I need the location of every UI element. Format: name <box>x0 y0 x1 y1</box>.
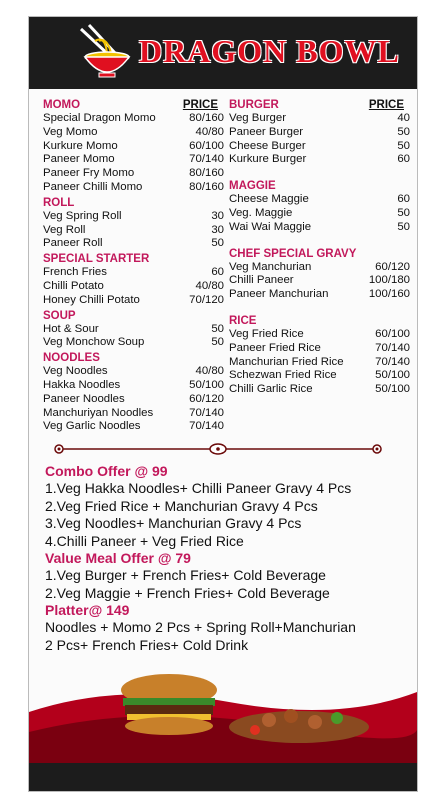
menu-item-price: 50 <box>397 125 410 138</box>
menu-item <box>43 126 228 140</box>
menu-item <box>229 356 414 370</box>
menu-item-price: 60 <box>397 153 410 166</box>
menu-item-name: Chilli Paneer <box>229 274 294 287</box>
menu-item-price: 50 <box>397 220 410 233</box>
menu-item <box>43 379 228 393</box>
menu-item <box>43 112 228 126</box>
menu-item-name: Manchurian Fried Rice <box>229 355 344 368</box>
menu-item-name: French Fries <box>43 266 107 279</box>
menu-item <box>43 167 228 181</box>
food-image <box>29 672 417 764</box>
menu-item-price: 70/120 <box>189 293 224 306</box>
menu-item <box>229 369 414 383</box>
menu-item <box>43 237 228 251</box>
menu-item <box>43 266 228 280</box>
menu-item-price: 60/120 <box>189 392 224 405</box>
section-title: CHEF SPECIAL GRAVY <box>229 247 357 260</box>
section-title: RICE <box>229 314 257 327</box>
offer-line: 4.Chilli Paneer + Veg Fried Rice <box>45 532 244 549</box>
menu-item-name: Veg Noodles <box>43 365 108 378</box>
menu-item <box>229 193 414 207</box>
menu-item <box>43 420 228 434</box>
section-header <box>229 314 414 328</box>
menu-item <box>229 207 414 221</box>
menu-item <box>43 407 228 421</box>
menu-item-name: Paneer Manchurian <box>229 288 329 301</box>
offer-title: Value Meal Offer @ 79 <box>45 550 191 566</box>
offer-line: 2.Veg Fried Rice + Manchurian Gravy 4 Pcs <box>45 497 318 514</box>
menu-item <box>229 261 414 275</box>
menu-item-name: Chilli Potato <box>43 279 104 292</box>
menu-item-name: Veg Garlic Noodles <box>43 420 141 433</box>
section-header <box>229 247 414 261</box>
menu-item-name: Veg Fried Rice <box>229 327 304 340</box>
menu-item-price: 70/140 <box>189 406 224 419</box>
menu-item-name: Hot & Sour <box>43 322 99 335</box>
menu-item-name: Honey Chilli Potato <box>43 293 140 306</box>
menu-item-price: 50 <box>211 336 224 349</box>
menu-item-name: Veg. Maggie <box>229 206 293 219</box>
menu-item-name: Paneer Noodles <box>43 392 125 405</box>
menu-item <box>43 153 228 167</box>
menu-item-price: 40/80 <box>195 125 224 138</box>
menu-item-name: Veg Burger <box>229 112 286 124</box>
section-header <box>229 179 414 193</box>
menu-item-name: Cheese Maggie <box>229 193 309 206</box>
menu-item-name: Paneer Burger <box>229 125 304 138</box>
menu-item-price: 30 <box>211 209 224 222</box>
offer-line: 1.Veg Hakka Noodles+ Chilli Paneer Gravy 4 Pcs <box>45 480 352 496</box>
offer-line: 2 Pcs+ French Fries+ Cold Drink <box>45 636 249 653</box>
menu-item-price: 70/140 <box>375 355 410 368</box>
menu-item-name: Paneer Chilli Momo <box>43 180 143 193</box>
section-divider <box>53 443 383 455</box>
noodle-bowl-logo-icon <box>77 23 137 83</box>
offer-line: Noodles + Momo 2 Pcs + Spring Roll+Manchurian <box>45 619 356 635</box>
menu-item-price: 80/160 <box>189 180 224 193</box>
section-title: SOUP <box>43 309 76 322</box>
menu-item <box>229 274 414 288</box>
menu-item-price: 60/100 <box>375 327 410 340</box>
menu-item <box>229 383 414 397</box>
menu-item-name: Special Dragon Momo <box>43 112 156 124</box>
menu-item <box>43 280 228 294</box>
menu-item-name: Veg Roll <box>43 223 86 236</box>
offer-line: 1.Veg Burger + French Fries+ Cold Beverage <box>45 567 326 583</box>
menu-item-price: 50 <box>211 322 224 335</box>
section-header <box>43 351 228 365</box>
menu-item-price: 50 <box>397 139 410 152</box>
section-title: SPECIAL STARTER <box>43 253 150 266</box>
menu-item-price: 100/160 <box>368 288 410 301</box>
menu-item <box>229 126 414 140</box>
menu-item <box>43 336 228 350</box>
menu-item <box>43 393 228 407</box>
menu-item-name: Veg Momo <box>43 125 98 138</box>
menu-item-name: Kurkure Burger <box>229 153 307 166</box>
menu-item-price: 60/100 <box>189 139 224 152</box>
menu-item <box>43 140 228 154</box>
menu-item-price: 40/80 <box>195 279 224 292</box>
menu-item <box>43 210 228 224</box>
footer-band <box>29 763 417 791</box>
menu-item-price: 50/100 <box>189 378 224 391</box>
menu-item-price: 100/180 <box>368 274 410 287</box>
offer-title: Platter@ 149 <box>45 602 130 618</box>
section-title: NOODLES <box>43 352 100 365</box>
menu-item <box>229 112 414 126</box>
menu-item-price: 50 <box>397 206 410 219</box>
section-title: BURGER <box>229 99 279 111</box>
menu-item <box>229 140 414 154</box>
section-header <box>43 98 228 112</box>
menu-item <box>229 221 414 235</box>
menu-item-name: Veg Manchurian <box>229 260 312 273</box>
menu-item-name: Paneer Roll <box>43 237 103 250</box>
section-header <box>43 252 228 266</box>
menu-item <box>229 328 414 342</box>
menu-right-column <box>229 97 414 408</box>
offer-title: Combo Offer @ 99 <box>45 463 168 479</box>
menu-item-price: 50 <box>211 237 224 250</box>
section-title: MOMO <box>43 99 81 111</box>
menu-item-price: 50/100 <box>375 369 410 382</box>
menu-item <box>43 224 228 238</box>
menu-card <box>28 16 418 792</box>
menu-item <box>43 323 228 337</box>
offer-line: 3.Veg Noodles+ Manchurian Gravy 4 Pcs <box>45 515 302 531</box>
section-header <box>43 309 228 323</box>
menu-item-name: Wai Wai Maggie <box>229 220 312 233</box>
menu-left-column <box>43 97 228 434</box>
menu-item-name: Chilli Garlic Rice <box>229 383 313 396</box>
menu-item <box>229 288 414 302</box>
section-title: ROLL <box>43 196 75 209</box>
menu-item-price: 80/160 <box>189 112 224 124</box>
menu-item-price: 60/120 <box>375 260 410 273</box>
menu-item-name: Veg Monchow Soup <box>43 336 145 349</box>
menu-item-price: 70/140 <box>375 341 410 354</box>
section-title: MAGGIE <box>229 180 276 193</box>
menu-item-name: Paneer Momo <box>43 153 115 166</box>
menu-item <box>43 181 228 195</box>
header-band <box>29 17 417 89</box>
menu-item-price: 60 <box>211 266 224 279</box>
menu-item-name: Schezwan Fried Rice <box>229 369 337 382</box>
menu-item-name: Kurkure Momo <box>43 139 118 152</box>
price-column-header: PRICE <box>182 99 218 111</box>
menu-item <box>43 294 228 308</box>
menu-item <box>229 153 414 167</box>
menu-item-price: 80/160 <box>189 167 224 180</box>
menu-item-name: Veg Spring Roll <box>43 209 122 222</box>
menu-item-name: Manchuriyan Noodles <box>43 406 154 419</box>
menu-item-name: Cheese Burger <box>229 139 306 152</box>
offer-line: 2.Veg Maggie + French Fries+ Cold Beverage <box>45 584 330 601</box>
menu-item <box>43 365 228 379</box>
menu-item-price: 60 <box>397 193 410 206</box>
menu-item-price: 70/140 <box>189 153 224 166</box>
menu-item-price: 30 <box>211 223 224 236</box>
menu-item-price: 70/140 <box>189 420 224 433</box>
offers-section <box>45 463 415 654</box>
menu-item-price: 40/80 <box>195 365 224 378</box>
menu-item <box>229 342 414 356</box>
menu-item-name: Hakka Noodles <box>43 378 121 391</box>
menu-item-name: Paneer Fried Rice <box>229 341 321 354</box>
section-header <box>43 196 228 210</box>
brand-title: DRAGON BOWL <box>139 33 400 69</box>
menu-item-name: Paneer Fry Momo <box>43 167 135 180</box>
menu-item-price: 50/100 <box>375 383 410 396</box>
section-header <box>229 98 414 112</box>
price-column-header: PRICE <box>368 99 404 111</box>
menu-item-price: 40 <box>397 112 410 124</box>
